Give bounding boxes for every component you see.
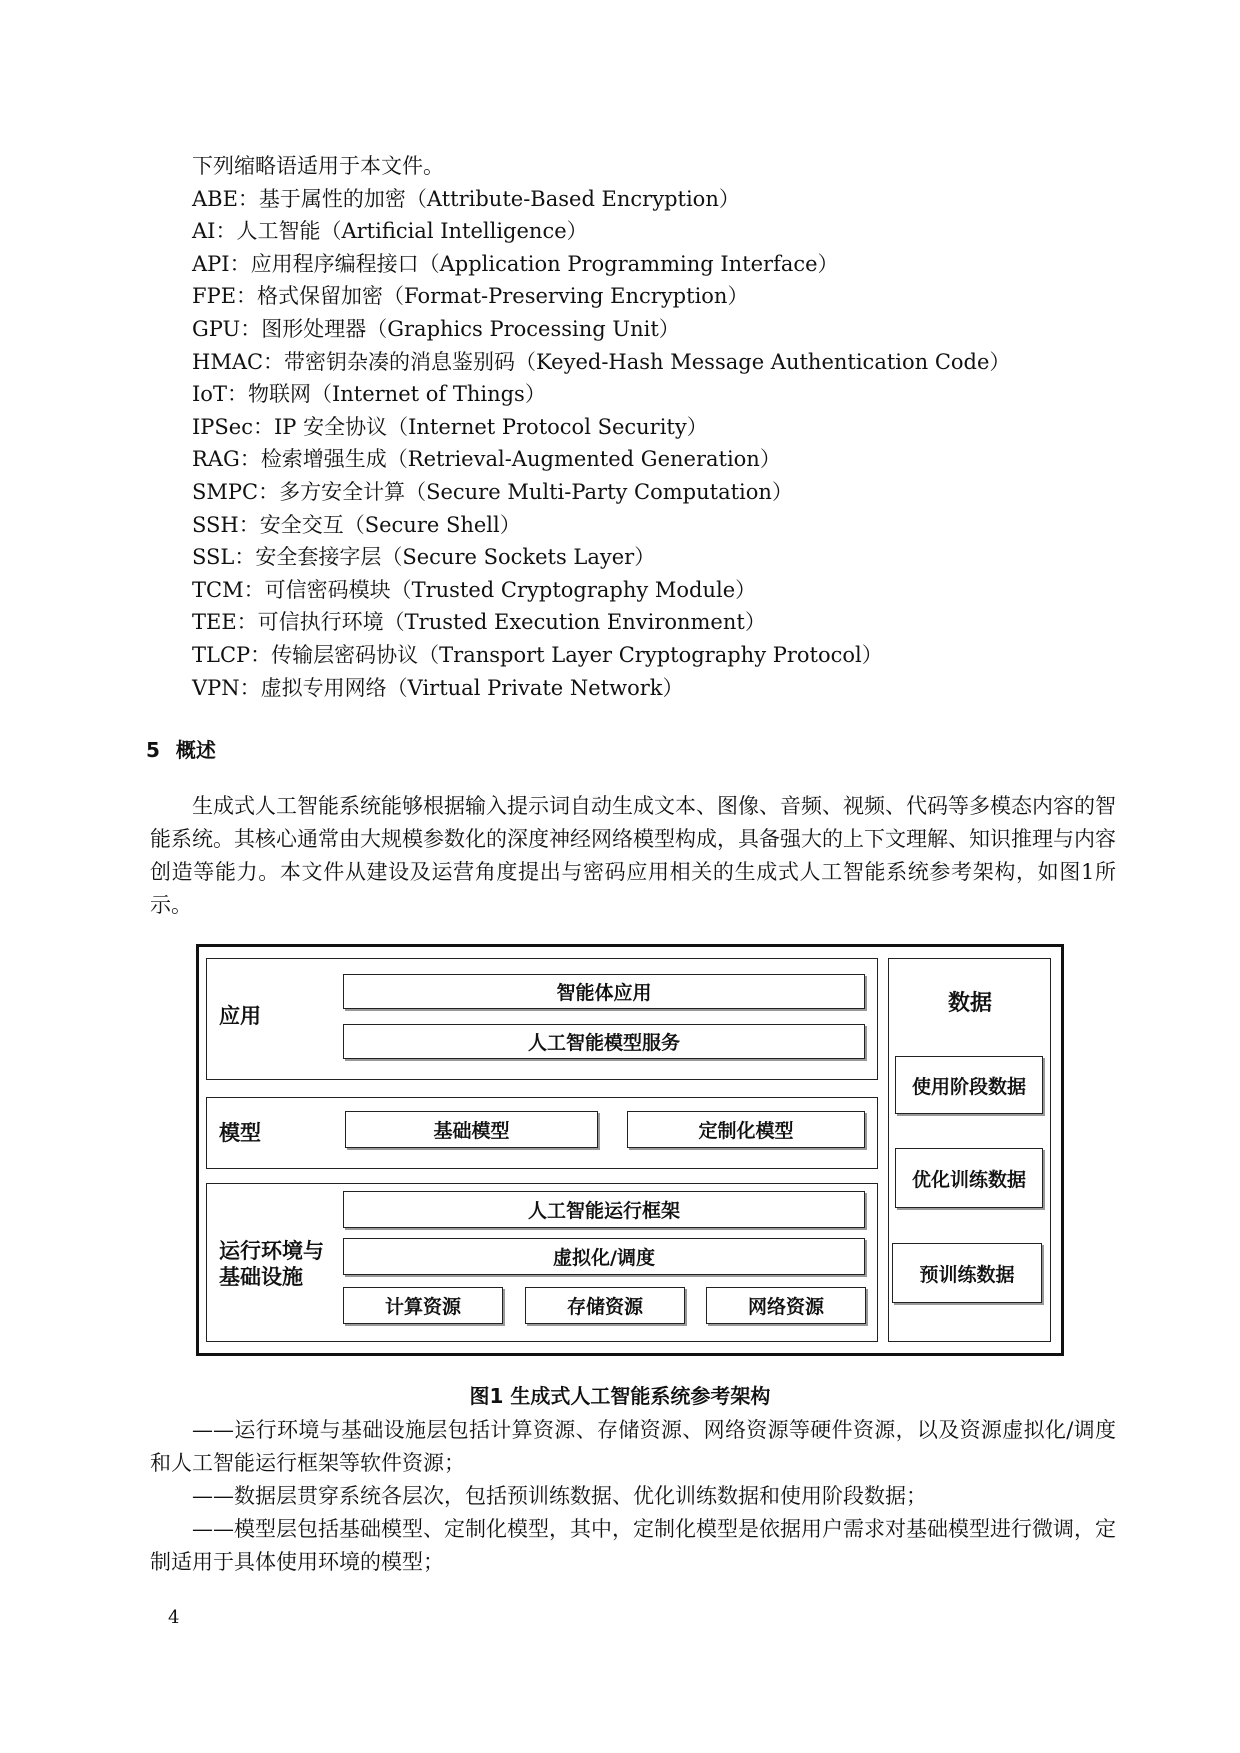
abbreviation-item: VPN：虚拟专用网络（Virtual Private Network） (192, 675, 684, 700)
section-title: 概述 (175, 738, 216, 762)
virtualization-scheduling-box: 虚拟化/调度 (343, 1238, 865, 1275)
section-number: 5 (146, 738, 160, 762)
abbreviation-item: GPU：图形处理器（Graphics Processing Unit） (192, 316, 680, 341)
abbreviation-item: RAG：检索增强生成（Retrieval-Augmented Generation） (192, 447, 781, 472)
data-layer-label: 数据 (948, 991, 993, 1016)
model-layer-label: 模型 (219, 1121, 261, 1145)
bullet-item: ——数据层贯穿系统各层次，包括预训练数据、优化训练数据和使用阶段数据； (192, 1484, 927, 1508)
section-paragraph (150, 790, 1116, 922)
network-resource-box: 网络资源 (706, 1287, 866, 1324)
abbreviation-item: AI：人工智能（Artificial Intelligence） (192, 219, 588, 244)
optimization-training-data-box: 优化训练数据 (895, 1148, 1043, 1208)
abbreviation-item: TEE：可信执行环境（Trusted Execution Environment） (192, 610, 766, 635)
abbreviation-intro: 下列缩略语适用于本文件。 (192, 154, 444, 178)
ai-runtime-framework-box: 人工智能运行框架 (343, 1191, 865, 1228)
paragraph-text: 生成式人工智能系统能够根据输入提示词自动生成文本、图像、音频、视频、代码等多模态内容的智能系统。其核心通常由大规模参数化的深度神经网络模型构成，具备强大的上下文理解、知识推理与内容创造等能力。本文件从建设及运营角度提出与密码应用相关的生成式人工智能系统参考架构，如图1所示。 (150, 794, 1116, 917)
bullet-list (150, 1414, 1116, 1579)
abbreviation-item: SMPC：多方安全计算（Secure Multi-Party Computation） (192, 479, 793, 504)
usage-stage-data-box: 使用阶段数据 (895, 1056, 1043, 1114)
custom-model-box: 定制化模型 (627, 1111, 865, 1148)
bullet-item: ——模型层包括基础模型、定制化模型，其中，定制化模型是依据用户需求对基础模型进行微调，定制适用于具体使用环境的模型； (150, 1517, 1116, 1574)
infrastructure-layer-label-line1: 运行环境与 (219, 1239, 324, 1263)
page-number: 4 (168, 1607, 180, 1628)
abbreviation-item: HMAC：带密钥杂凑的消息鉴别码（Keyed-Hash Message Authentication Code） (192, 349, 1011, 374)
application-layer-label: 应用 (219, 1004, 261, 1028)
abbreviation-item: API：应用程序编程接口（Application Programming Interface） (192, 251, 839, 276)
compute-resource-box: 计算资源 (343, 1287, 503, 1324)
abbreviation-item: TLCP：传输层密码协议（Transport Layer Cryptography Protocol） (192, 642, 883, 667)
pretraining-data-box: 预训练数据 (892, 1243, 1042, 1303)
section-heading (146, 734, 216, 763)
infrastructure-layer-label-line2: 基础设施 (219, 1265, 303, 1289)
storage-resource-box: 存储资源 (525, 1287, 685, 1324)
abbreviation-item: SSH：安全交互（Secure Shell） (192, 512, 521, 537)
abbreviation-item: SSL：安全套接字层（Secure Sockets Layer） (192, 545, 656, 570)
ai-model-service-box: 人工智能模型服务 (343, 1024, 865, 1059)
abbreviation-item: TCM：可信密码模块（Trusted Cryptography Module） (192, 577, 757, 602)
abbreviation-list (192, 150, 1010, 704)
agent-application-box: 智能体应用 (343, 974, 865, 1009)
abbreviation-item: ABE：基于属性的加密（Attribute-Based Encryption） (192, 186, 740, 211)
abbreviation-item: FPE：格式保留加密（Format-Preserving Encryption） (192, 284, 749, 309)
bullet-item: ——运行环境与基础设施层包括计算资源、存储资源、网络资源等硬件资源，以及资源虚拟化/调度和人工智能运行框架等软件资源； (150, 1418, 1116, 1475)
figure-caption: 图1 生成式人工智能系统参考架构 (469, 1384, 771, 1408)
abbreviation-item: IPSec：IP 安全协议（Internet Protocol Security） (192, 414, 708, 439)
architecture-diagram (196, 944, 1064, 1356)
abbreviation-item: IoT：物联网（Internet of Things） (192, 382, 546, 407)
foundation-model-box: 基础模型 (345, 1111, 598, 1148)
